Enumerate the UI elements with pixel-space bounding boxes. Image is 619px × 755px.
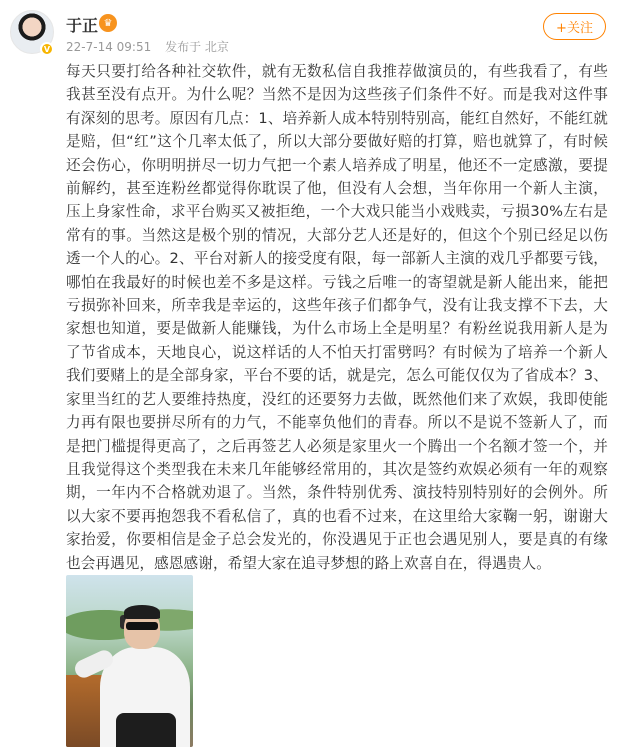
photo-person-legs — [116, 713, 176, 747]
follow-button[interactable]: +关注 — [543, 13, 606, 40]
verified-badge-icon: V — [40, 42, 54, 56]
post-text: 每天只要打给各种社交软件，就有无数私信自我推荐做演员的，有些我看了，有些我甚至没有点开。为什么呢？当然不是因为这些孩子们条件不好。而是我对这件事有深刻的思考。原因有几点：1、培养新人成本特别特别高，能红自然好，不能红就是赔，但“红”这个几率太低了，所以大部分要做好赔的打算，赔也就算了，有时候还会伤心，你明明拼尽一切力气把一个素人培养成了明星，他还不一定感激，要提前解约，甚至连粉丝都觉得你耽误了他，但没有人会想，当年你用一个新人主演，压上身家性命，求平台购买又被拒绝，一个大戏只能当小戏贱卖，亏损30%左右是常有的事。当然这是极个别的情况，大部分艺人还是好的，但这个个别已经足以伤透一个人的心。2、平台对新人的接受度有限，每一部新人主演的戏几乎都要亏钱，哪怕在我最好的时候也差不多是这样。亏钱之后唯一的寄望就是新人能出来，能把亏损弥补回来，所幸我是幸运的，这些年孩子们都争气，没有让我支撑不下去，大家想也知道，要是做新人能赚钱，为什么市场上全是明星？有粉丝说我用新人是为了节省成本，天地良心，说这样话的人不怕天打雷劈吗？有时候为了培养一个新人我们要赌上的是全部身家，平台不要的话，就是完，怎么可能仅仅为了省成本？3、家里当红的艺人要维持热度，没红的还要努力去做，既然他们来了欢娱，我即使能力再有限也要拼尽所有的力气，不能辜负他们的青春。所以不是说不签新人了，而是把门槛提得更高了，之后再签艺人必须是家里火一个腾出一个名额才签一个，并且我觉得这个类型我在未来几年能够经常用的，其次是签约欢娱必须有一年的观察期，一年内不合格就劝退了。当然，条件特别优秀、演技特别特别好的会例外。所以大家不要再抱怨我不看私信了，真的也看不过来，在这里给大家鞠一躬，谢谢大家抬爱，你要相信是金子总会发光的，你没遇见于正也会遇见别人，要是真的有缘也会再遇见，感恩感谢，希望大家在追寻梦想的路上欢喜自在，得遇贵人。 — [66, 63, 608, 572]
photo-person-hair — [124, 605, 160, 619]
post-date[interactable]: 22-7-14 09:51 — [66, 40, 152, 54]
post-source: 发布于 北京 — [165, 40, 229, 54]
post-header — [0, 0, 619, 58]
author-name[interactable]: 于正 — [66, 16, 99, 35]
vip-crown-icon: ♛ — [99, 14, 117, 32]
photo-sunglasses — [126, 622, 158, 630]
post-image[interactable] — [66, 575, 193, 747]
post-meta — [66, 38, 239, 55]
